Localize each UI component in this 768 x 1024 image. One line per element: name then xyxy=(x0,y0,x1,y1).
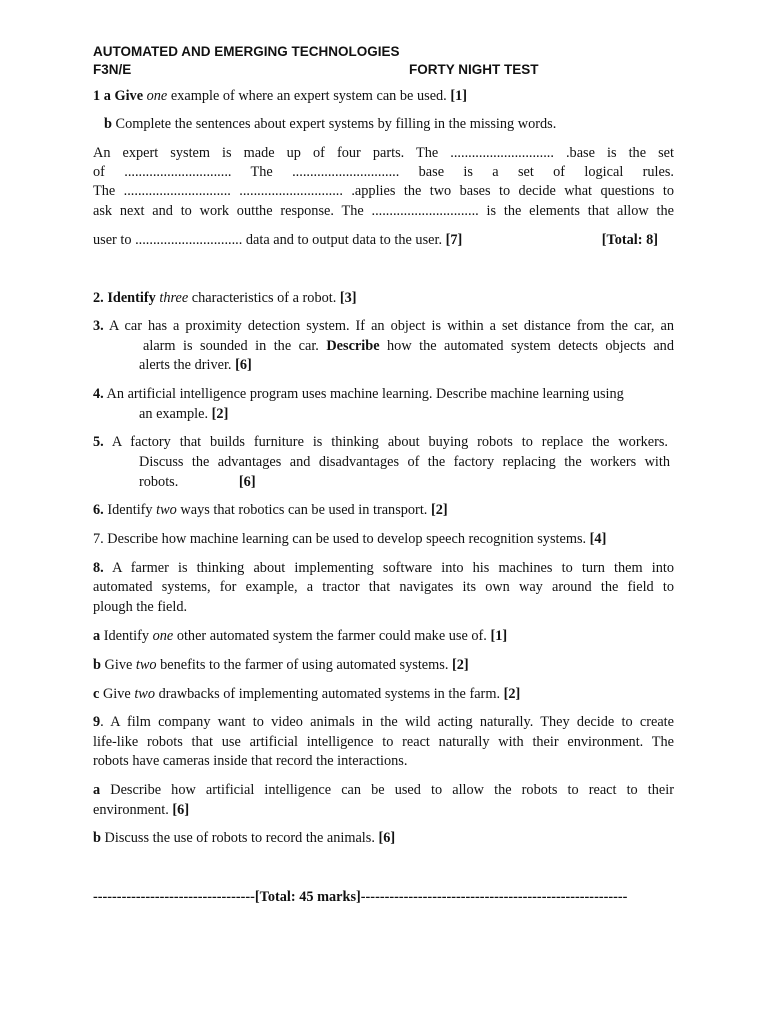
question-8-line-3: plough the field. xyxy=(93,599,188,615)
q9-number: 9 xyxy=(93,714,101,730)
q2-text: characteristics of a robot. xyxy=(191,290,337,306)
fill-in-line-5-row xyxy=(93,231,674,250)
q5-line-1: A factory that builds furniture is thinking about buying robots to replace the workers. xyxy=(111,434,668,450)
q9a-label: a xyxy=(93,782,101,798)
question-1a xyxy=(93,87,674,106)
question-8-line-1 xyxy=(93,559,674,578)
q4-number: 4. xyxy=(93,386,104,402)
question-9a-line-2 xyxy=(93,801,674,820)
q8a-marks: [1] xyxy=(490,628,508,644)
q5-number: 5. xyxy=(93,434,104,450)
fill-in-line-4: ask next and to work outthe response. The .............................. is the elements that allow the xyxy=(93,203,674,219)
q4-line-1: An artificial intelligence program uses machine learning. Describe machine learning using xyxy=(106,386,624,402)
q2-three: three xyxy=(159,290,189,306)
q2-marks: [3] xyxy=(339,290,357,306)
q8c-two: two xyxy=(134,686,155,702)
question-2 xyxy=(93,289,674,308)
fill-in-line-2: of .............................. The .............................. base is a set of logical rules. xyxy=(93,164,674,180)
q6-two: two xyxy=(156,502,177,518)
q8b-two: two xyxy=(135,657,157,673)
question-9a-line-1 xyxy=(93,781,674,800)
q6-marks: [2] xyxy=(430,502,448,518)
question-8b xyxy=(93,656,674,675)
q4-line-2: an example. xyxy=(139,406,209,422)
q8b-command-word: Give xyxy=(104,657,133,673)
q1b-label: b xyxy=(104,116,112,132)
q3-line-2c: how the automated system detects objects and xyxy=(387,338,674,354)
q9a-line-2: environment. xyxy=(93,802,169,818)
question-1b xyxy=(93,115,674,134)
q8b-text: benefits to the farmer of using automated systems. xyxy=(160,657,449,673)
q9-line-1: . A film company want to video animals in the wild acting naturally. They decide to create xyxy=(100,714,674,730)
q8a-text: other automated system the farmer could make use of. xyxy=(176,628,487,644)
q5-line-3: robots. xyxy=(139,474,179,490)
q8c-command-word: Give xyxy=(102,686,131,702)
exam-title: AUTOMATED AND EMERGING TECHNOLOGIES xyxy=(93,44,400,59)
fill-in-line-5-text: user to .............................. data and to output data to the user. xyxy=(93,232,443,248)
q3-line-3: alerts the driver. xyxy=(139,357,232,373)
q1a-number: 1 a xyxy=(93,88,111,104)
q1b-marks: [7] xyxy=(445,232,463,248)
q7-marks: [4] xyxy=(589,531,607,547)
total-marks: [Total: 45 marks] xyxy=(254,889,361,905)
q4-marks: [2] xyxy=(211,406,229,422)
question-3-line-3 xyxy=(93,356,674,375)
question-5-line-2: Discuss the advantages and disadvantages of the factory replacing the workers with xyxy=(139,454,670,470)
q8a-one: one xyxy=(152,628,174,644)
q3-command-word: Describe xyxy=(326,338,380,354)
q1a-marks: [1] xyxy=(450,88,468,104)
q1a-command-word: Give xyxy=(114,88,144,104)
q5-marks: [6] xyxy=(238,474,256,490)
q7-text: 7. Describe how machine learning can be used to develop speech recognition systems. xyxy=(93,531,587,547)
q8c-label: c xyxy=(93,686,100,702)
q3-line-2a: alarm is sounded in the car. xyxy=(143,338,319,354)
q8a-command-word: Identify xyxy=(103,628,149,644)
question-9-line-1 xyxy=(93,713,674,732)
question-6 xyxy=(93,501,674,520)
fill-in-line-5 xyxy=(93,231,462,250)
question-8-line-2: automated systems, for example, a tractor that navigates its own way around the field to xyxy=(93,579,674,595)
test-name: FORTY NIGHT TEST xyxy=(409,62,539,77)
question-9-line-2: life-like robots that use artificial intelligence to react naturally with their environment. The xyxy=(93,734,674,750)
q8b-label: b xyxy=(93,657,101,673)
q9a-line-1: Describe how artificial intelligence can be used to allow the robots to react to their xyxy=(110,782,675,798)
q8a-label: a xyxy=(93,628,101,644)
q9b-label: b xyxy=(93,830,101,846)
q9b-text: Discuss the use of robots to record the animals. xyxy=(104,830,375,846)
footer-dashes-right: -------------------------------------------------------- xyxy=(360,889,628,905)
question-4-line-1 xyxy=(93,385,674,404)
q9b-marks: [6] xyxy=(378,830,396,846)
q6-command-word: Identify xyxy=(107,502,153,518)
q1-total: [Total: 8] xyxy=(601,232,658,248)
question-7 xyxy=(93,530,674,549)
q8c-text: drawbacks of implementing automated systems in the farm. xyxy=(158,686,501,702)
question-8a xyxy=(93,627,674,646)
question-9b xyxy=(93,829,674,848)
footer-dashes-left: ---------------------------------- xyxy=(93,889,255,905)
q6-text: ways that robotics can be used in transport. xyxy=(180,502,428,518)
fill-in-line-1: An expert system is made up of four parts. The ............................. .base is the set xyxy=(93,145,674,161)
total-marks-footer xyxy=(93,888,674,907)
q2-number: 2. xyxy=(93,290,104,306)
question-4-line-2 xyxy=(93,405,674,424)
question-3-line-2 xyxy=(93,337,674,356)
q9a-marks: [6] xyxy=(172,802,190,818)
q3-line-1: A car has a proximity detection system. If an object is within a set distance from the car, an xyxy=(108,318,674,334)
q3-number: 3. xyxy=(93,318,104,334)
q1a-text: example of where an expert system can be used. xyxy=(170,88,447,104)
q1b-text: Complete the sentences about expert systems by filling in the missing words. xyxy=(115,116,557,132)
class-code: F3N/E xyxy=(93,62,132,77)
q6-number: 6. xyxy=(93,502,104,518)
q1a-one: one xyxy=(146,88,168,104)
fill-in-line-3: The .............................. ............................. .applies the two bases to decide what questions to xyxy=(93,183,674,199)
q8-line-1: A farmer is thinking about implementing software into his machines to turn them into xyxy=(112,560,674,576)
q8c-marks: [2] xyxy=(503,686,521,702)
question-8c xyxy=(93,685,674,704)
question-5-line-1 xyxy=(93,433,674,452)
q8b-marks: [2] xyxy=(451,657,469,673)
q3-marks: [6] xyxy=(235,357,252,373)
q8-number: 8. xyxy=(93,560,104,576)
question-5-line-3 xyxy=(93,473,674,492)
question-9-line-3: robots have cameras inside that record the interactions. xyxy=(93,753,408,769)
question-3-line-1 xyxy=(93,317,674,336)
q2-command-word: Identify xyxy=(107,290,156,306)
